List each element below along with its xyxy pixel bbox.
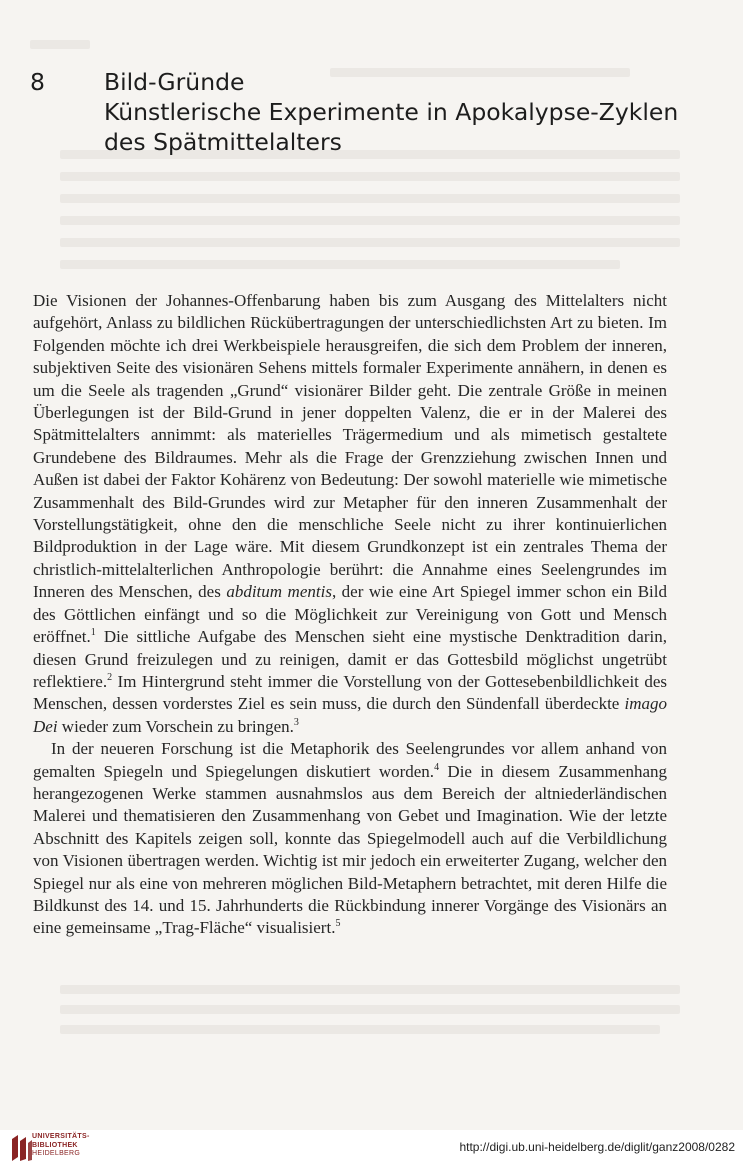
chapter-number: 8 [30,68,45,96]
latin-term: imago Dei [33,694,667,736]
library-name-line: BIBLIOTHEK [32,1141,78,1149]
bleed-through-mark [60,172,680,181]
footnote-ref: 1 [90,627,96,639]
library-name [32,1133,90,1159]
text-run: In der neueren Forschung ist die Metaphorik des Seelengrundes vor allem anhand von gemalten Spiegeln und Spiegelungen diskutiert worden. [33,739,667,781]
bleed-through-mark [60,1005,680,1014]
body-text [33,290,667,940]
text-run: Die Visionen der Johannes-Offenbarung haben bis zum Ausgang des Mittelalters nicht aufgehört, Anlass zu bildlichen Rückübertragungen der unterschiedlichsten Art zu bieten. Im Folgenden möchte ich drei Werkbeispiele herausgreifen, die sich dem Problem der inneren, subjektiven Seite des visionären Sehens mittels formaler Experimente annähern, in denen es um die Seele als tragenden „Grund“ visionärer Bilder geht. Die zentrale Größe in meinen Überlegungen ist der Bild-Grund in jener doppelten Valenz, die er in der Malerei des Spätmittelalters annimmt: als materielles Trägermedium und als mimetisch gestaltete Grundebene des Bildraumes. Mehr als die Frage der Grenzziehung zwischen Innen und Außen ist dabei der Faktor Kohärenz von Bedeutung: Der sowohl materielle wie mimetische Zusammenhalt des Bild-Grundes wird zur Metapher für den inneren Zusammenhalt der Vorstellungstätigkeit, ohne den die menschliche Seele nicht zu ihrer kontinuierlichen Bildproduktion in der Lage wäre. Mit diesem Grundkonzept ist ein zentrales Thema der christlich-mittelalterlichen Anthropologie berührt: die Annahme eines Seelengrundes im Inneren des Menschen, des [33,291,667,602]
text-run: Im Hintergrund steht immer die Vorstellung von der Gottesebenbildlichkeit des Menschen, dessen vorderstes Ziel es sein muss, die durch den Sündenfall überdeckte [33,671,667,714]
latin-term: abditum mentis [226,582,332,602]
text-run: wieder zum Vorschein zu bringen. [57,716,294,736]
bleed-through-mark [60,260,620,269]
footnote-ref: 5 [335,918,341,930]
paragraph-2 [33,738,667,940]
bleed-through-mark [60,985,680,994]
footnote-ref: 4 [434,761,440,773]
text-run: Die in diesem Zusammenhang herangezogenen Werke stammen ausnahmslos aus dem Bereich der altniederländischen Malerei und thematisieren den Zusammenhang von Gebet und Imagination. Wie der letzte Abschnitt des Kapitels zeigen soll, konnte das Spiegelmodell auch auf die Verbildlichung von Visionen übertragen werden. Wichtig ist mir jedoch ein erweiterter Zugang, welcher den Spiegel nur als eine von mehreren möglichen Bild-Metaphern betrachtet, mit deren Hilfe die Bildkunst des 14. und 15. Jahrhunderts die Rückbindung innerer Vorgänge des Visionärs an eine gemeinsame „Trag-Fläche“ visualisiert. [33,761,667,938]
text-run: Die sittliche Aufgabe des Menschen sieht eine mystische Denktradition darin, diesen Grund freizulegen und zu reinigen, damit er das Gottesbild möglichst ungetrübt reflektiere. [33,627,667,691]
permalink-url[interactable]: http://digi.ub.uni-heidelberg.de/diglit/ganz2008/0282 [459,1140,735,1154]
chapter-title [104,67,714,157]
library-name-line: UNIVERSITÄTS- [32,1133,90,1140]
footnote-ref: 2 [107,671,113,683]
bleed-through-mark [30,40,90,49]
bleed-through-mark [60,1025,660,1034]
chapter-title-line: des Spätmittelalters [104,128,342,156]
chapter-title-line: Bild-Gründe [104,68,245,96]
library-name-line: HEIDELBERG [32,1150,81,1157]
paragraph-1 [33,290,667,738]
bleed-through-mark [60,216,680,225]
footnote-ref: 3 [293,716,299,728]
text-run: , der wie eine Art Spiegel immer schon ein Bild des Göttlichen einfängt und so die Möglichkeit zur Vereinigung von Gott und Mensch eröffnet. [33,582,667,647]
viewer-footer [0,1130,743,1168]
bleed-through-mark [60,238,680,247]
chapter-title-line: Künstlerische Experimente in Apokalypse-Zyklen [104,98,679,126]
bleed-through-mark [60,194,680,203]
